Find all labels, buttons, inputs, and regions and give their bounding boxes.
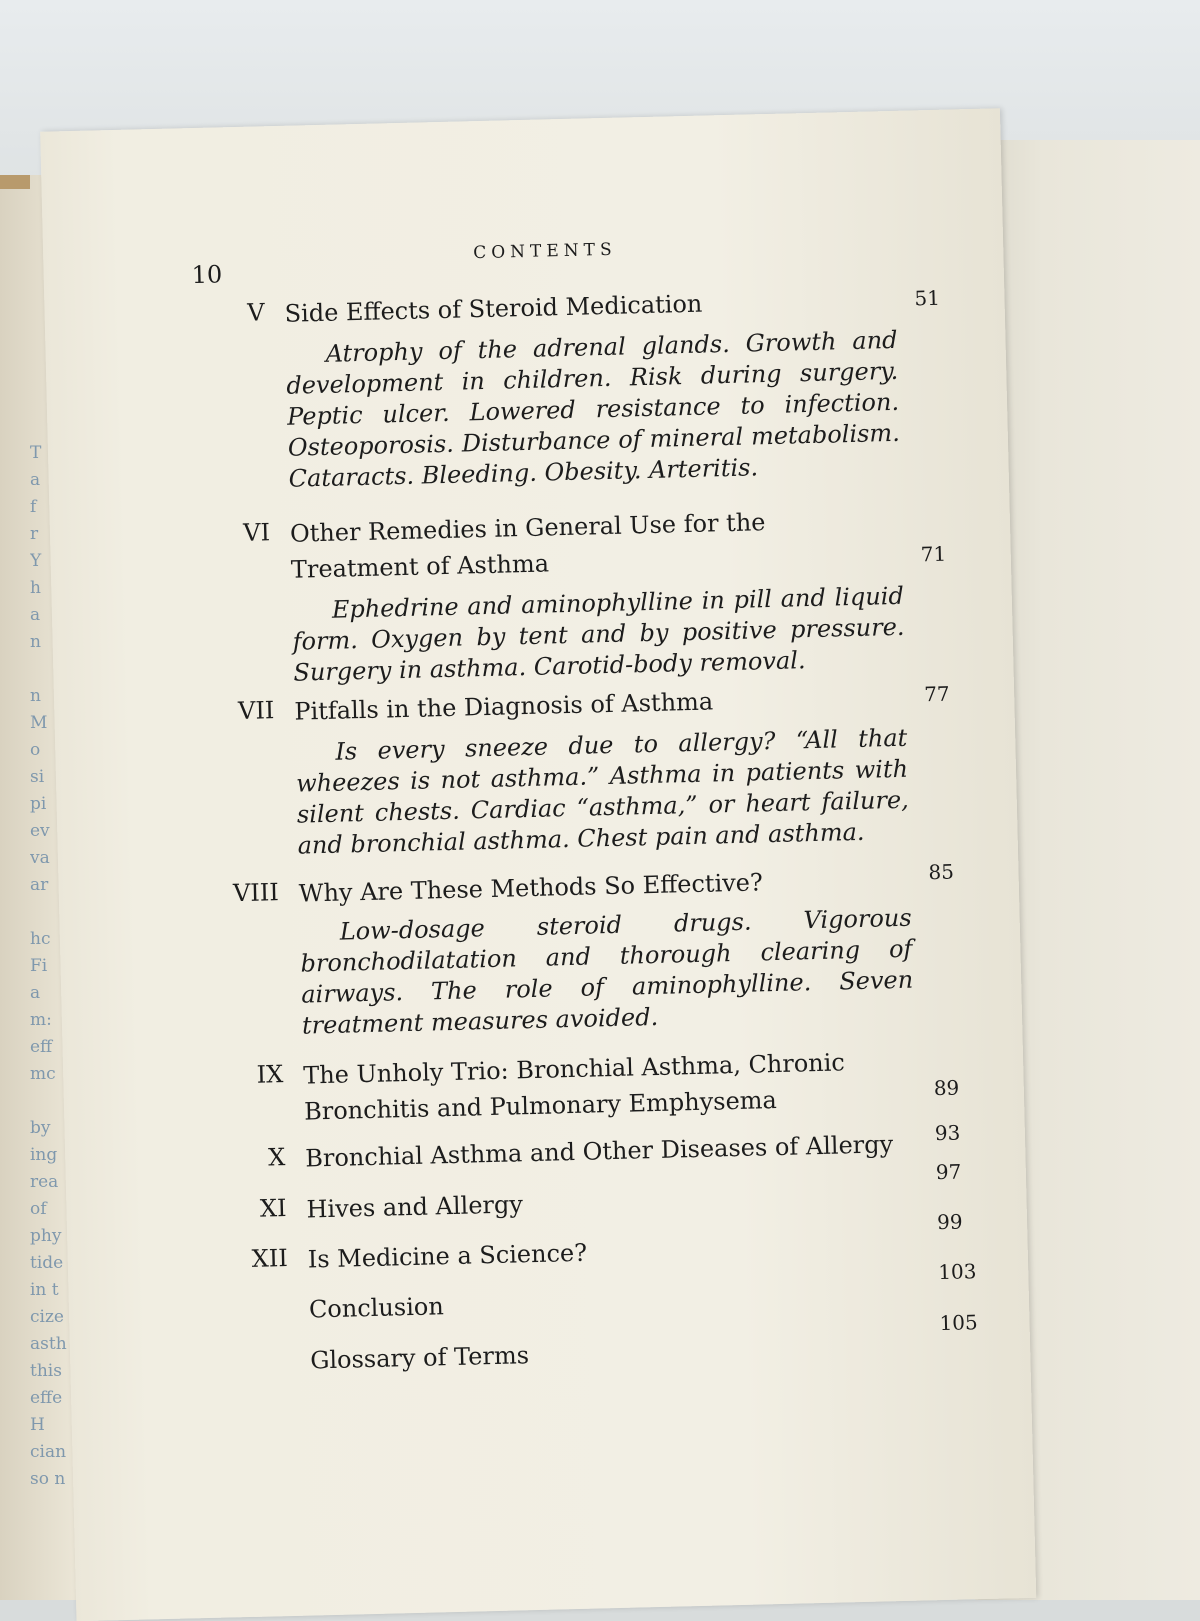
adjacent-text-fragment: o <box>30 740 41 760</box>
page-ref: 97 <box>935 1159 962 1185</box>
adjacent-text-fragment: pi <box>30 794 47 814</box>
adjacent-text-fragment: ing <box>30 1145 58 1165</box>
adjacent-text-fragment: a <box>30 983 41 1003</box>
page-number: 10 <box>191 260 223 290</box>
chapter-numeral: XI <box>259 1194 287 1223</box>
adjacent-text-fragment: M <box>30 713 48 733</box>
toc-entry <box>208 859 955 1040</box>
toc-entry <box>220 1310 978 1375</box>
toc-entry <box>217 1209 963 1274</box>
adjacent-text-fragment: hc <box>30 929 51 949</box>
chapter-description: Low-dosage steroid drugs. Vigorous bronchodilatation and thorough clearing of airways. The role of aminophylline. Seven treatment measures avoided. <box>300 903 914 1040</box>
page-ref: 93 <box>934 1120 961 1146</box>
adjacent-text-fragment: r <box>30 524 39 544</box>
chapter-numeral <box>220 1345 290 1347</box>
chapter-title: Other Remedies in General Use for the Treatment of Asthma <box>289 508 766 584</box>
adjacent-text-fragment: H <box>30 1415 45 1435</box>
chapter-numeral: XII <box>251 1244 289 1273</box>
adjacent-text-fragment: mc <box>30 1064 56 1084</box>
page-ref: 51 <box>914 285 941 311</box>
chapter-title: Why Are These Methods So Effective? <box>298 868 764 908</box>
adjacent-text-fragment: in t <box>30 1280 59 1300</box>
adjacent-text-fragment: tide <box>30 1253 64 1273</box>
chapter-title: Glossary of Terms <box>309 1341 530 1375</box>
toc-entry <box>200 500 947 687</box>
adjacent-text-fragment: so n <box>30 1469 66 1489</box>
adjacent-text-fragment: a <box>30 470 41 490</box>
chapter-title: Is Medicine a Science? <box>307 1238 588 1274</box>
book-edge <box>0 175 30 189</box>
chapter-numeral: V <box>246 298 265 327</box>
chapter-title: Pitfalls in the Diagnosis of Asthma <box>294 687 714 726</box>
adjacent-text-fragment: of <box>30 1199 47 1219</box>
chapter-title: Bronchial Asthma and Other Diseases of Allergy <box>304 1130 894 1173</box>
chapter-title: Side Effects of Steroid Medication <box>284 289 703 328</box>
chapter-description: Is every sneeze due to allergy? “All that wheezes is not asthma.” Asthma in patients with silent chests. Cardiac “asthma,” or heart failure, and bronchial asthma. Chest pain and asthma. <box>295 723 910 860</box>
chapter-title: The Unholy Trio: Bronchial Asthma, Chronic Bronchitis and Pulmonary Emphysema <box>302 1048 846 1126</box>
adjacent-text-fragment: n <box>30 632 41 652</box>
toc-entry <box>194 280 941 493</box>
page-ref: 105 <box>939 1310 978 1336</box>
page-ref: 89 <box>933 1075 960 1101</box>
chapter-title: Conclusion <box>308 1292 445 1324</box>
chapter-description: Ephedrine and aminophylline in pill and liquid form. Oxygen by tent and by positive pressure. Surgery in asthma. Carotid-body removal. <box>292 581 905 687</box>
adjacent-text-fragment: ev <box>30 821 50 841</box>
adjacent-text-fragment: n <box>30 686 41 706</box>
page-ref: 103 <box>937 1259 977 1285</box>
book-page <box>40 108 1036 1621</box>
adjacent-text-fragment: this <box>30 1361 62 1381</box>
chapter-numeral: IX <box>256 1060 284 1089</box>
adjacent-text-fragment: m: <box>30 1010 52 1030</box>
chapter-numeral: VI <box>242 518 271 547</box>
page-ref: 85 <box>928 859 955 885</box>
chapter-title: Hives and Allergy <box>306 1190 524 1224</box>
adjacent-text-fragment: cian <box>30 1442 67 1462</box>
adjacent-text-fragment: f <box>30 497 37 517</box>
page-ref: 71 <box>920 541 947 567</box>
adjacent-text-fragment: phy <box>30 1226 62 1246</box>
adjacent-text-fragment: effe <box>30 1388 63 1408</box>
page-ref: 99 <box>936 1209 963 1235</box>
adjacent-text-fragment: cize <box>30 1307 64 1327</box>
adjacent-text-fragment: h <box>30 578 41 598</box>
adjacent-text-fragment: T <box>30 443 42 463</box>
adjacent-text-fragment: asth <box>30 1334 67 1354</box>
chapter-description: Atrophy of the adrenal glands. Growth and development in children. Risk during surgery. Peptic ulcer. Lowered resistance to infection. Osteoporosis. Disturbance of mineral metabolism. Cataracts. Bleeding. Obesity. Arteritis. <box>286 325 901 493</box>
toc-entry <box>213 1042 960 1126</box>
chapter-numeral <box>219 1294 289 1296</box>
chapter-numeral: VIII <box>232 878 280 908</box>
adjacent-text-fragment: va <box>30 848 50 868</box>
adjacent-text-fragment: ar <box>30 875 49 895</box>
adjacent-text-fragment: a <box>30 605 41 625</box>
adjacent-text-fragment: rea <box>30 1172 59 1192</box>
chapter-numeral: VII <box>237 696 275 726</box>
adjacent-text-fragment: eff <box>30 1037 53 1057</box>
adjacent-text-fragment: Fi <box>30 956 48 976</box>
page-ref: 77 <box>923 681 950 707</box>
adjacent-text-fragment: by <box>30 1118 51 1138</box>
chapter-numeral: X <box>267 1143 286 1172</box>
adjacent-text-fragment: Y <box>30 551 42 571</box>
running-head: CONTENTS <box>472 239 617 264</box>
adjacent-text-fragment: si <box>30 767 45 787</box>
